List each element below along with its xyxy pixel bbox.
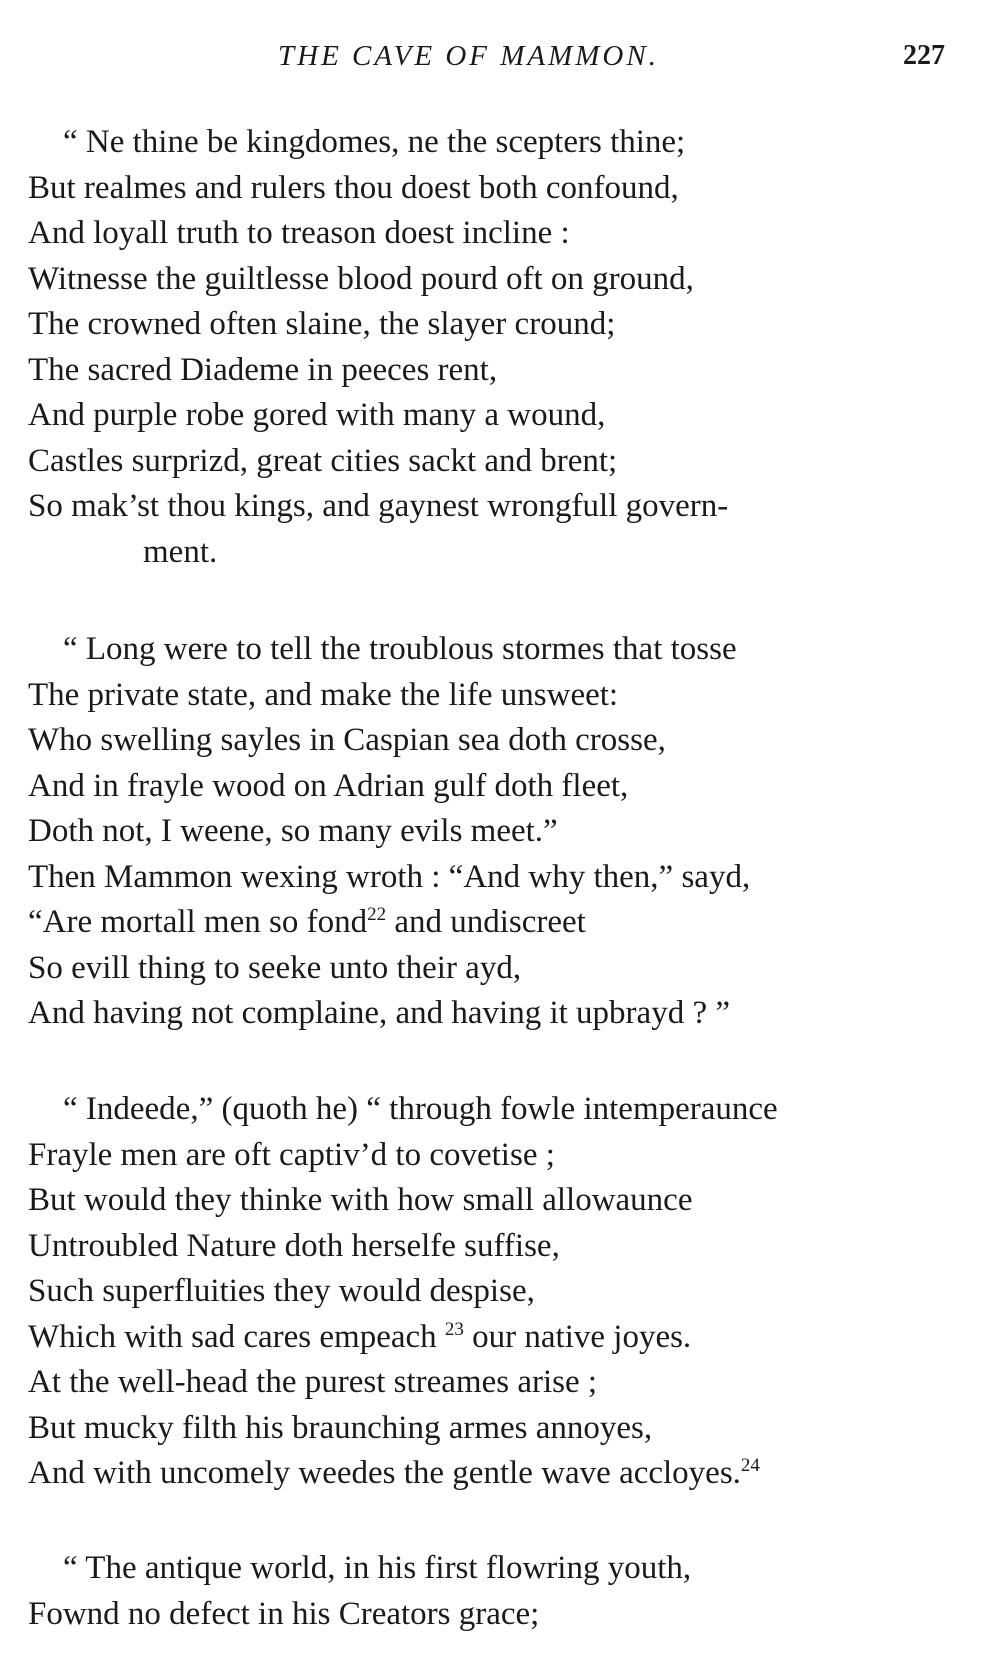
verse-text: Which with sad cares empeach bbox=[28, 1318, 437, 1355]
stanza-2 bbox=[28, 627, 978, 1037]
verse-line: Who swelling sayles in Caspian sea doth crosse, bbox=[28, 722, 666, 758]
verse-line: The crowned often slaine, the slayer cround; bbox=[28, 306, 616, 342]
footnote-ref-22: 22 bbox=[367, 904, 387, 925]
verse-line: “ Long were to tell the troublous stormes that tosse bbox=[63, 631, 737, 667]
verse-line: At the well-head the purest streames arise ; bbox=[28, 1364, 598, 1400]
verse-line bbox=[28, 900, 978, 946]
stanza-3 bbox=[28, 1087, 978, 1497]
verse-line: And having not complaine, and having it upbrayd ? ” bbox=[28, 995, 730, 1031]
verse-text: And with uncomely weedes the gentle wave accloyes. bbox=[28, 1455, 741, 1491]
verse-line: Frayle men are oft captiv’d to covetise ; bbox=[28, 1136, 555, 1173]
verse-line: And purple robe gored with many a wound, bbox=[28, 397, 606, 433]
verse-line: Witnesse the guiltlesse blood pourd oft on ground, bbox=[28, 260, 694, 297]
verse-line: Fownd no defect in his Creators grace; bbox=[28, 1595, 540, 1632]
verse-line: “ Indeede,” (quoth he) “ through fowle intemperaunce bbox=[63, 1091, 778, 1127]
verse-line: But mucky filth his braunching armes annoyes, bbox=[28, 1409, 653, 1446]
verse-line: Doth not, I weene, so many evils meet.” bbox=[28, 813, 558, 849]
verse-line: Castles surprizd, great cities sackt and brent; bbox=[28, 442, 618, 479]
footnote-ref-24: 24 bbox=[740, 1455, 760, 1476]
verse-line: The private state, and make the life unsweet: bbox=[28, 676, 619, 713]
verse-text: and undiscreet bbox=[394, 904, 586, 940]
stanza-1 bbox=[28, 120, 978, 575]
verse-line: The sacred Diademe in peeces rent, bbox=[28, 351, 498, 388]
verse-line: But realmes and rulers thou doest both confound, bbox=[28, 169, 679, 206]
verse-line bbox=[28, 1451, 978, 1497]
verse-line: “ Ne thine be kingdomes, ne the scepters thine; bbox=[63, 124, 686, 160]
verse-line: So evill thing to seeke unto their ayd, bbox=[28, 949, 522, 986]
stanza-4 bbox=[28, 1546, 978, 1637]
verse-line: Such superfluities they would despise, bbox=[28, 1273, 535, 1309]
verse-line: Untroubled Nature doth herselfe suffise, bbox=[28, 1227, 560, 1264]
verse-line: And loyall truth to treason doest incline : bbox=[28, 215, 570, 251]
verse-text: our native joyes. bbox=[472, 1318, 692, 1355]
verse-line: And in frayle wood on Adrian gulf doth fleet, bbox=[28, 767, 629, 804]
verse-line-continuation: ment. bbox=[143, 533, 218, 570]
footnote-ref-23: 23 bbox=[444, 1318, 464, 1340]
running-title: THE CAVE OF MAMMON. bbox=[278, 40, 659, 72]
verse-line: So mak’st thou kings, and gaynest wrongfull govern- bbox=[28, 488, 729, 524]
verse-line: Then Mammon wexing wroth : “And why then,” sayd, bbox=[28, 858, 751, 895]
verse-line bbox=[28, 1315, 978, 1361]
verse-text: “Are mortall men so fond bbox=[28, 904, 368, 940]
verse-line: But would they thinke with how small allowaunce bbox=[28, 1182, 693, 1218]
page-number: 227 bbox=[903, 40, 945, 71]
verse-line: “ The antique world, in his first flowring youth, bbox=[63, 1550, 692, 1586]
page-header bbox=[0, 40, 1000, 80]
